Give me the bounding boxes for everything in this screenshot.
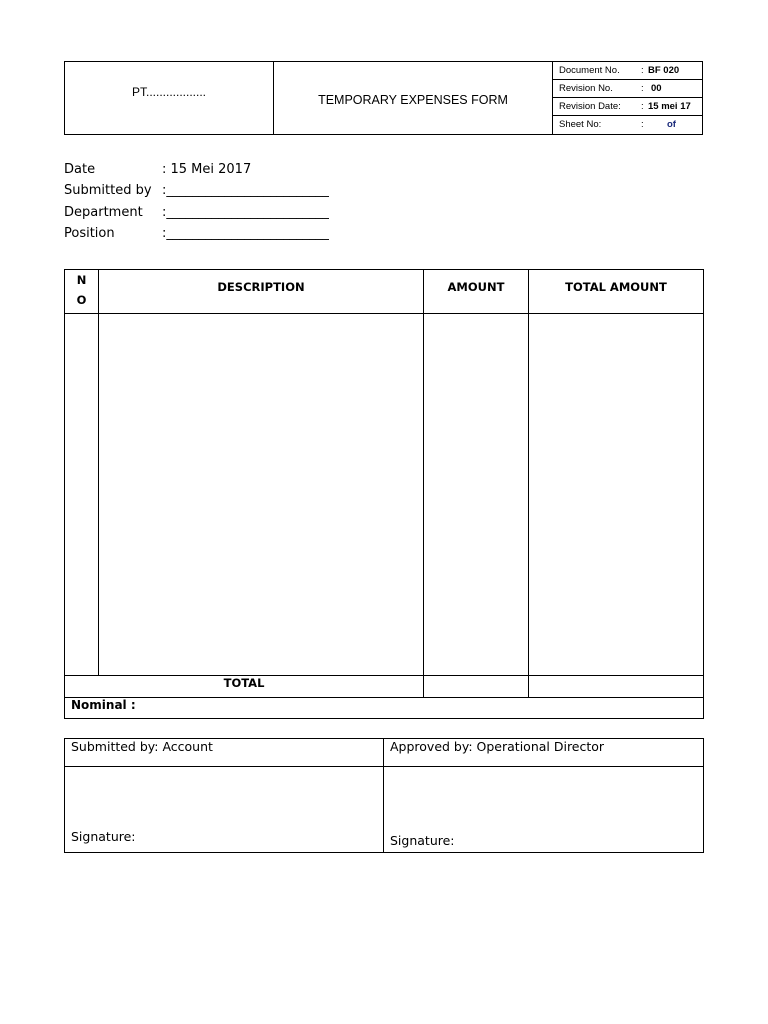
position-label: Position: [64, 225, 115, 241]
approved-signature-box[interactable]: [384, 767, 704, 853]
revision-date-label: Revision Date:: [559, 101, 621, 112]
submitter-info: [64, 162, 364, 247]
col-header-total-amount: TOTAL AMOUNT: [529, 270, 704, 314]
total-total-amount-value-cell[interactable]: [529, 676, 704, 698]
revision-no-value: 00: [651, 83, 662, 94]
total-amount-cell[interactable]: [529, 314, 704, 676]
signature-body-row: [65, 767, 704, 853]
col-header-no-line1: N: [76, 273, 87, 287]
total-row: [65, 676, 704, 698]
amount-cell[interactable]: [424, 314, 529, 676]
nominal-row: [65, 698, 704, 719]
date-value[interactable]: : 15 Mei 2017: [162, 162, 252, 177]
form-title: TEMPORARY EXPENSES FORM: [274, 62, 553, 134]
col-header-no: [65, 270, 99, 314]
submitted-by-label: Submitted by: [64, 183, 152, 199]
submitted-by-field[interactable]: :_________________________: [162, 183, 329, 199]
col-header-no-line2: O: [76, 293, 87, 307]
submitted-by-row: [64, 183, 364, 204]
document-meta: [553, 62, 702, 134]
revision-date-row: [553, 98, 702, 116]
description-cell[interactable]: [99, 314, 424, 676]
expenses-table: [64, 269, 704, 719]
total-label: TOTAL: [65, 676, 424, 698]
approved-signature-label: Signature:: [390, 833, 455, 848]
document-no-label: Document No.: [559, 65, 620, 76]
position-row: [64, 226, 364, 247]
submitted-by-account-heading: Submitted by: Account: [65, 739, 384, 767]
revision-no-label: Revision No.: [559, 83, 613, 94]
form-header: [64, 61, 703, 135]
document-no-row: [553, 62, 702, 80]
company-name: PT..................: [65, 62, 274, 134]
revision-date-value: 15 mei 17: [648, 101, 691, 112]
no-cell[interactable]: [65, 314, 99, 676]
signature-table: [64, 738, 704, 853]
submitted-signature-box[interactable]: [65, 767, 384, 853]
signature-heading-row: [65, 739, 704, 767]
approved-by-director-heading: Approved by: Operational Director: [384, 739, 704, 767]
position-field[interactable]: :_________________________: [162, 225, 329, 241]
table-header-row: [65, 270, 704, 314]
sheet-no-row: [553, 116, 702, 134]
department-row: [64, 205, 364, 226]
revision-no-row: [553, 80, 702, 98]
table-row: [65, 314, 704, 676]
sheet-no-label: Sheet No:: [559, 119, 602, 130]
date-label: Date: [64, 162, 96, 177]
col-header-amount: AMOUNT: [424, 270, 529, 314]
total-amount-value-cell[interactable]: [424, 676, 529, 698]
document-no-value: BF 020: [648, 65, 680, 76]
date-row: [64, 162, 364, 183]
revision-date-colon: :: [641, 101, 644, 112]
col-header-description: DESCRIPTION: [99, 270, 424, 314]
nominal-label[interactable]: Nominal :: [65, 698, 704, 719]
revision-no-colon: :: [641, 83, 644, 94]
submitted-signature-label: Signature:: [71, 829, 136, 844]
department-label: Department: [64, 204, 143, 220]
department-field[interactable]: :_________________________: [162, 204, 329, 220]
sheet-no-value: of: [667, 119, 676, 130]
document-no-colon: :: [641, 65, 644, 76]
sheet-no-colon: :: [641, 119, 644, 130]
